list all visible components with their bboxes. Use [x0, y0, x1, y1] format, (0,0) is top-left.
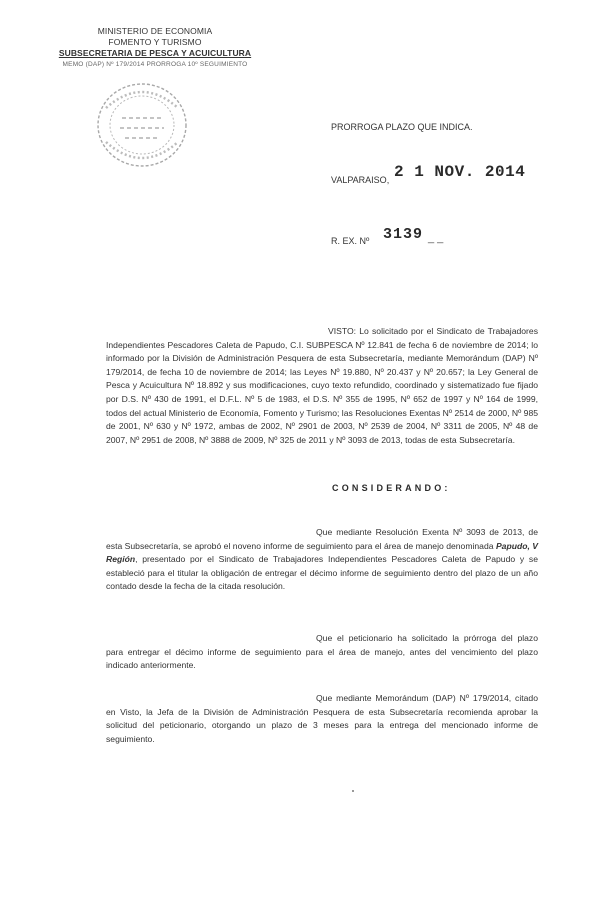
considerando-paragraph-1: Que mediante Resolución Exenta Nº 3093 de 2013, de esta Subsecretaría, se aprobó el noveno informe de seguimiento para el área de manejo denominada Papudo, V Región, presentado por el Sindicato de Trabajadores Independientes Pescadores Caleta de Papudo y se estableció para el titular la obligación de entregar el décimo informe de seguimiento dentro del plazo de un año contado desde la fecha de la citada resolución. — [106, 527, 538, 592]
undersecretariat-name: SUBSECRETARIA DE PESCA Y ACUICULTURA — [58, 48, 252, 58]
resolution-dash: _ _ — [428, 232, 444, 244]
visto-lead: VISTO: — [328, 326, 357, 336]
memo-reference-line: MEMO (DAP) Nº 179/2014 PRORROGA 10º SEGUIMIENTO — [62, 61, 248, 68]
ministry-subtitle: FOMENTO Y TURISMO — [108, 37, 202, 47]
official-seal-stamp — [92, 78, 192, 173]
document-subject: PRORROGA PLAZO QUE INDICA. — [331, 122, 473, 132]
visto-text: Lo solicitado por el Sindicato de Trabajadores Independientes Pescadores Caleta de Papudo, C.I. SUBPESCA Nº 12.841 de fecha 6 de noviembre de 2014; lo informado por la División de Administración Pesquera de esta Subsecretaría, mediante Memorándum (DAP) Nº 179/2014, de fecha 10 de noviembre de 2014; las Leyes Nº 19.880, Nº 20.437 y Nº 20.657; la Ley General de Pesca y Acuicultura Nº 18.892 y sus modificaciones, cuyo texto refundido, coordinado y sistematizado fue fijado por D.S. Nº 430 de 1991, el D.F.L. Nº 5 de 1983, el D.S. Nº 355 de 1995, Nº 652 de 1997 y Nº 164 de 1999, todos del actual Ministerio de Economía, Fomento y Turismo; las Resoluciones Exentas Nº 2514 de 2000, Nº 985 de 2001, Nº 630 y Nº 1972, ambas de 2002, Nº 2901 de 2003, Nº 2539 de 2004, Nº 3311 de 2005, Nº 48 de 2007, Nº 2951 de 2008, Nº 3888 de 2009, Nº 325 de 2011 y Nº 3093 de 2013, todas de esta Subsecretaría. — [106, 326, 538, 445]
ministry-name: MINISTERIO DE ECONOMIA — [97, 26, 213, 36]
area-name: Papudo, V Región — [106, 540, 538, 565]
resolution-number: 3139 — [383, 226, 424, 243]
scan-speck — [352, 790, 354, 792]
visto-paragraph — [106, 325, 538, 447]
considerando-paragraph-2: Que el peticionario ha solicitado la prórroga del plazo para entregar el décimo informe de seguimiento para el área de manejo, antes del vencimiento del plazo indicado anteriormente. — [106, 633, 538, 671]
considerando-paragraph-3: Que mediante Memorándum (DAP) Nº 179/2014, citado en Visto, la Jefa de la División de Administración Pesquera de esta Subsecretaría recomienda aprobar la solicitud del peticionario, otorgando un plazo de 3 meses para la entrega del mencionado informe de seguimiento. — [106, 693, 538, 744]
letterhead — [50, 26, 260, 70]
stamped-date: 2 1 NOV. 2014 — [394, 163, 526, 181]
city-label: VALPARAISO, — [331, 175, 390, 185]
considerando-heading: CONSIDERANDO: — [332, 483, 451, 493]
resolution-label: R. EX. Nº — [331, 236, 370, 246]
